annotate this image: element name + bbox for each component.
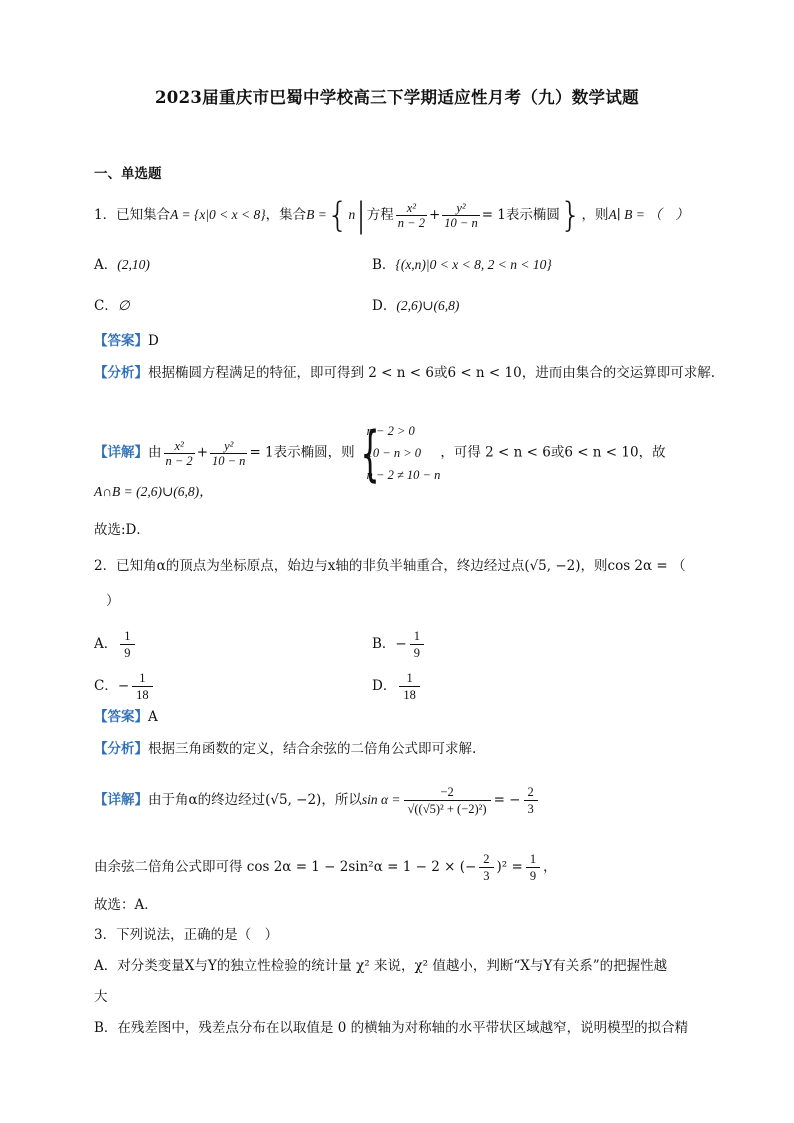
q3-option-b-line1: B．在残差图中，残差点分布在以取值是 0 的横轴为对称轴的水平带状区域越窄，说明模型的拟合精 — [94, 1020, 689, 1036]
q3-stem: 3．下列说法，正确的是（ ） — [94, 927, 279, 943]
q1-stem-a: 1．已知集合 — [94, 207, 171, 223]
q2-option-d: D． $\frac{1}{18}$ — [372, 670, 423, 703]
q1-setB-n: n — [348, 207, 356, 222]
q3-option-a-line1: A．对分类变量X与Y的独立性检验的统计量 χ² 来说，χ² 值越小，判断“X与Y有关系”的把握性越 — [94, 958, 668, 974]
q1-detail-frac1: $\frac{\text{x²}}{n - 2}$ — [165, 438, 193, 468]
q2-answer: 【答案】A — [94, 709, 158, 725]
q1-plus: + — [428, 207, 441, 223]
q1-setB-pre: B = — [306, 207, 327, 222]
q1-setA: A = {x|0 < x < 8} — [170, 207, 266, 222]
q2-detail: 【详解】由于角α的终边经过(√5, −2)，所以sin α = $\frac{-2}{\text{√((√5)² + (−2)²)}}$ = − $\frac{2}{3}$ — [94, 784, 541, 817]
q1-conclusion: 故选:D． — [94, 522, 150, 538]
q1-option-a: A．(2,10) — [94, 257, 150, 273]
q1-setB-post: = 1表示椭圆 — [481, 207, 560, 223]
q1-brace-right: } — [559, 195, 582, 236]
q2-detail-line2: 由余弦二倍角公式即可得 cos 2α = 1 − 2sin²α = 1 − 2 × (− $\frac{2}{3}$ )² = $\frac{1}{9}$ ， — [94, 852, 557, 883]
q2-option-a: A． $\frac{1}{9}$ — [94, 628, 138, 661]
q1-frac2: $\frac{\text{y²}}{10 - n}$ — [444, 201, 478, 230]
q1-stem-c: ，则 — [581, 207, 609, 223]
q3-option-a-line2: 大 — [94, 989, 108, 1005]
q1-inequality-system: { n − 2 > 0 10 − n > 0 n − 2 ≠ 10 − n — [355, 420, 441, 486]
q1-detail-line2: A∩B = (2,6)∪(6,8)， — [94, 484, 213, 499]
q1-stem — [94, 195, 689, 236]
q1-stem-b: ，集合 — [265, 207, 307, 223]
q2-option-b: B．− $\frac{1}{9}$ — [372, 628, 427, 661]
q1-brace-left: { — [326, 195, 349, 236]
q1-answer: 【答案】D — [94, 333, 159, 349]
q1-setB-word: 方程 — [366, 207, 394, 223]
q1-ask: A∣ B = （ ） — [608, 207, 689, 222]
q1-option-d: D．(2,6)∪(6,8) — [372, 298, 460, 314]
q2-sin-fraction: $\frac{-2}{\text{√((√5)² + (−2)²)}}$ — [404, 784, 491, 817]
q2-option-c: C．− $\frac{1}{18}$ — [94, 670, 156, 703]
q1-frac1: $\frac{\text{x²}}{n - 2}$ — [397, 201, 425, 230]
q2-analysis: 【分析】根据三角函数的定义，结合余弦的二倍角公式即可求解. — [94, 741, 477, 757]
section-heading: 一、单选题 — [94, 166, 162, 182]
q1-analysis: 【分析】根据椭圆方程满足的特征，即可得到 2 < n < 6或6 < n < 10，进而由集合的交运算即可求解. — [94, 365, 715, 381]
q2-stem-line2: ） — [106, 593, 120, 609]
q1-detail: 【详解】由 $\frac{\text{x²}}{n - 2}$ + $\frac{\text{y²}}{10 - n}$ = 1表示椭圆，则 { n − 2 > 0 10 − n > 0 n − 2 ≠ 10 − n ，可得 2 < n < 6或6 < n < 10，故 — [94, 420, 666, 486]
q2-stem-line1: 2．已知角α的顶点为坐标原点，始边与x轴的非负半轴重合，终边经过点(√5, −2)，则cos 2α = （ — [94, 558, 686, 574]
q1-option-c: C．∅ — [94, 298, 130, 314]
document-title: 2023届重庆市巴蜀中学校高三下学期适应性月考（九）数学试题 — [155, 88, 639, 107]
q1-option-b: B．{(x,n)|0 < x < 8, 2 < n < 10} — [372, 257, 552, 273]
q1-detail-frac2: $\frac{\text{y²}}{10 - n}$ — [212, 438, 246, 468]
q1-bar: | — [355, 195, 367, 236]
q2-conclusion: 故选：A． — [94, 897, 158, 913]
